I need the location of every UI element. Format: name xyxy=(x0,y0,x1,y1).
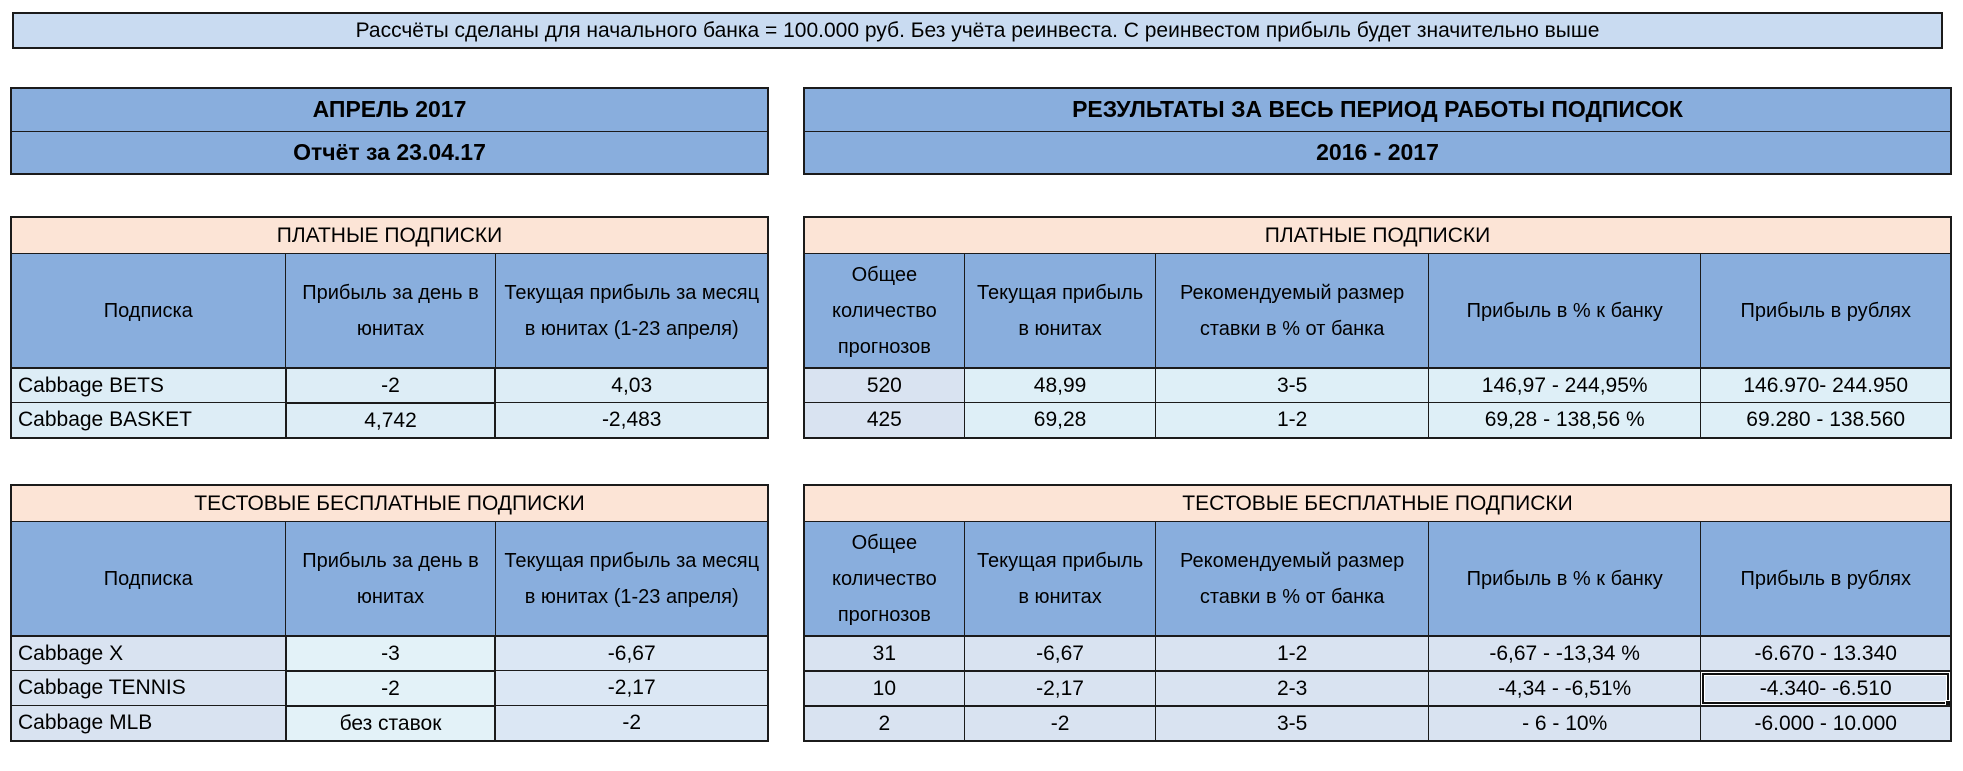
selected-cell[interactable] xyxy=(1701,670,1950,705)
table-header-row xyxy=(805,254,1950,367)
info-banner: Рассчёты сделаны для начального банка = 100.000 руб. Без учёта реинвеста. С реинвестом прибыль будет значительно выше xyxy=(12,12,1943,49)
table-cell[interactable]: -2 xyxy=(496,705,767,740)
table-row xyxy=(805,705,1950,740)
section-title-paid: ПЛАТНЫЕ ПОДПИСКИ xyxy=(12,218,767,254)
all-period-years: 2016 - 2017 xyxy=(805,131,1950,174)
table-cell[interactable]: -2 xyxy=(285,670,497,705)
column-header-day-profit: Прибыль за день в юнитах xyxy=(285,254,497,367)
month-title: АПРЕЛЬ 2017 xyxy=(312,96,467,123)
table-cell[interactable]: без ставок xyxy=(285,705,497,740)
table-cell[interactable]: 31 xyxy=(805,635,965,670)
table-cell[interactable]: 4,03 xyxy=(496,367,767,402)
table-cell[interactable]: 10 xyxy=(805,670,965,705)
table-cell[interactable]: -6.670 - 13.340 xyxy=(1701,635,1950,670)
column-header-total-forecasts: Общее количество прогнозов xyxy=(805,522,965,635)
table-cell[interactable]: 425 xyxy=(805,402,965,437)
paid-subscriptions-monthly-table xyxy=(10,216,769,439)
table-row xyxy=(12,635,767,670)
test-subscriptions-monthly-table xyxy=(10,484,769,742)
column-header-subscription: Подписка xyxy=(12,522,285,635)
table-row xyxy=(805,670,1950,705)
month-header-block xyxy=(10,87,769,175)
table-cell[interactable]: -3 xyxy=(285,635,497,670)
table-cell[interactable]: 146,97 - 244,95% xyxy=(1429,367,1702,402)
column-header-total-forecasts: Общее количество прогнозов xyxy=(805,254,965,367)
table-header-row xyxy=(12,254,767,367)
table-cell[interactable]: -2 xyxy=(285,367,497,402)
table-cell[interactable]: -6,67 - -13,34 % xyxy=(1429,635,1702,670)
table-cell[interactable]: -2,483 xyxy=(496,402,767,437)
table-cell[interactable]: -6.000 - 10.000 xyxy=(1701,705,1950,740)
subscription-name-cell[interactable]: Cabbage BASKET xyxy=(12,402,285,437)
column-header-rubles: Прибыль в рублях xyxy=(1701,522,1950,635)
column-header-bank-percent: Прибыль в % к банку xyxy=(1429,522,1702,635)
table-cell[interactable]: 520 xyxy=(805,367,965,402)
table-cell[interactable]: -4,34 - -6,51% xyxy=(1429,670,1702,705)
section-title-test: ТЕСТОВЫЕ БЕСПЛАТНЫЕ ПОДПИСКИ xyxy=(12,486,767,522)
subscription-name-cell[interactable]: Cabbage X xyxy=(12,635,285,670)
column-header-subscription: Подписка xyxy=(12,254,285,367)
table-cell[interactable]: 1-2 xyxy=(1156,402,1429,437)
table-row xyxy=(805,635,1950,670)
table-cell[interactable]: 69.280 - 138.560 xyxy=(1701,402,1950,437)
table-row xyxy=(805,367,1950,402)
report-date: Отчёт за 23.04.17 xyxy=(12,131,767,174)
table-cell[interactable]: 4,742 xyxy=(285,402,497,437)
all-period-paid-table xyxy=(803,216,1952,439)
table-row xyxy=(12,670,767,705)
selected-cell-value: -4.340- -6.510 xyxy=(1759,676,1892,700)
table-cell[interactable]: 1-2 xyxy=(1156,635,1429,670)
table-row xyxy=(12,402,767,437)
column-header-units-profit: Текущая прибыль в юнитах xyxy=(965,522,1157,635)
table-cell[interactable]: -6,67 xyxy=(496,635,767,670)
fill-handle[interactable] xyxy=(1945,700,1950,705)
column-header-month-profit: Текущая прибыль за месяц в юнитах (1-23 апреля) xyxy=(496,254,767,367)
section-title-test: ТЕСТОВЫЕ БЕСПЛАТНЫЕ ПОДПИСКИ xyxy=(805,486,1950,522)
column-header-stake-size: Рекомендуемый размер ставки в % от банка xyxy=(1156,522,1429,635)
column-header-rubles: Прибыль в рублях xyxy=(1701,254,1950,367)
section-title-paid: ПЛАТНЫЕ ПОДПИСКИ xyxy=(805,218,1950,254)
table-row xyxy=(12,705,767,740)
table-header-row xyxy=(805,522,1950,635)
column-header-stake-size: Рекомендуемый размер ставки в % от банка xyxy=(1156,254,1429,367)
table-row xyxy=(12,367,767,402)
table-cell[interactable]: 69,28 - 138,56 % xyxy=(1429,402,1702,437)
column-header-units-profit: Текущая прибыль в юнитах xyxy=(965,254,1157,367)
table-header-row xyxy=(12,522,767,635)
column-header-month-profit: Текущая прибыль за месяц в юнитах (1-23 апреля) xyxy=(496,522,767,635)
table-cell[interactable]: -2,17 xyxy=(965,670,1157,705)
subscription-name-cell[interactable]: Cabbage BETS xyxy=(12,367,285,402)
all-period-title: РЕЗУЛЬТАТЫ ЗА ВЕСЬ ПЕРИОД РАБОТЫ ПОДПИСОК xyxy=(1072,96,1683,123)
table-row xyxy=(805,402,1950,437)
table-cell[interactable]: -2 xyxy=(965,705,1157,740)
table-cell[interactable]: 146.970- 244.950 xyxy=(1701,367,1950,402)
table-cell[interactable]: 48,99 xyxy=(965,367,1157,402)
table-cell[interactable]: 3-5 xyxy=(1156,705,1429,740)
table-cell[interactable]: -2,17 xyxy=(496,670,767,705)
column-header-bank-percent: Прибыль в % к банку xyxy=(1429,254,1702,367)
all-period-test-table xyxy=(803,484,1952,742)
subscription-name-cell[interactable]: Cabbage TENNIS xyxy=(12,670,285,705)
subscription-name-cell[interactable]: Cabbage MLB xyxy=(12,705,285,740)
column-header-day-profit: Прибыль за день в юнитах xyxy=(285,522,497,635)
all-period-header-block xyxy=(803,87,1952,175)
table-cell[interactable]: 69,28 xyxy=(965,402,1157,437)
table-cell[interactable]: 3-5 xyxy=(1156,367,1429,402)
table-cell[interactable]: 2 xyxy=(805,705,965,740)
table-cell[interactable]: -6,67 xyxy=(965,635,1157,670)
table-cell[interactable]: 2-3 xyxy=(1156,670,1429,705)
table-cell[interactable]: - 6 - 10% xyxy=(1429,705,1702,740)
